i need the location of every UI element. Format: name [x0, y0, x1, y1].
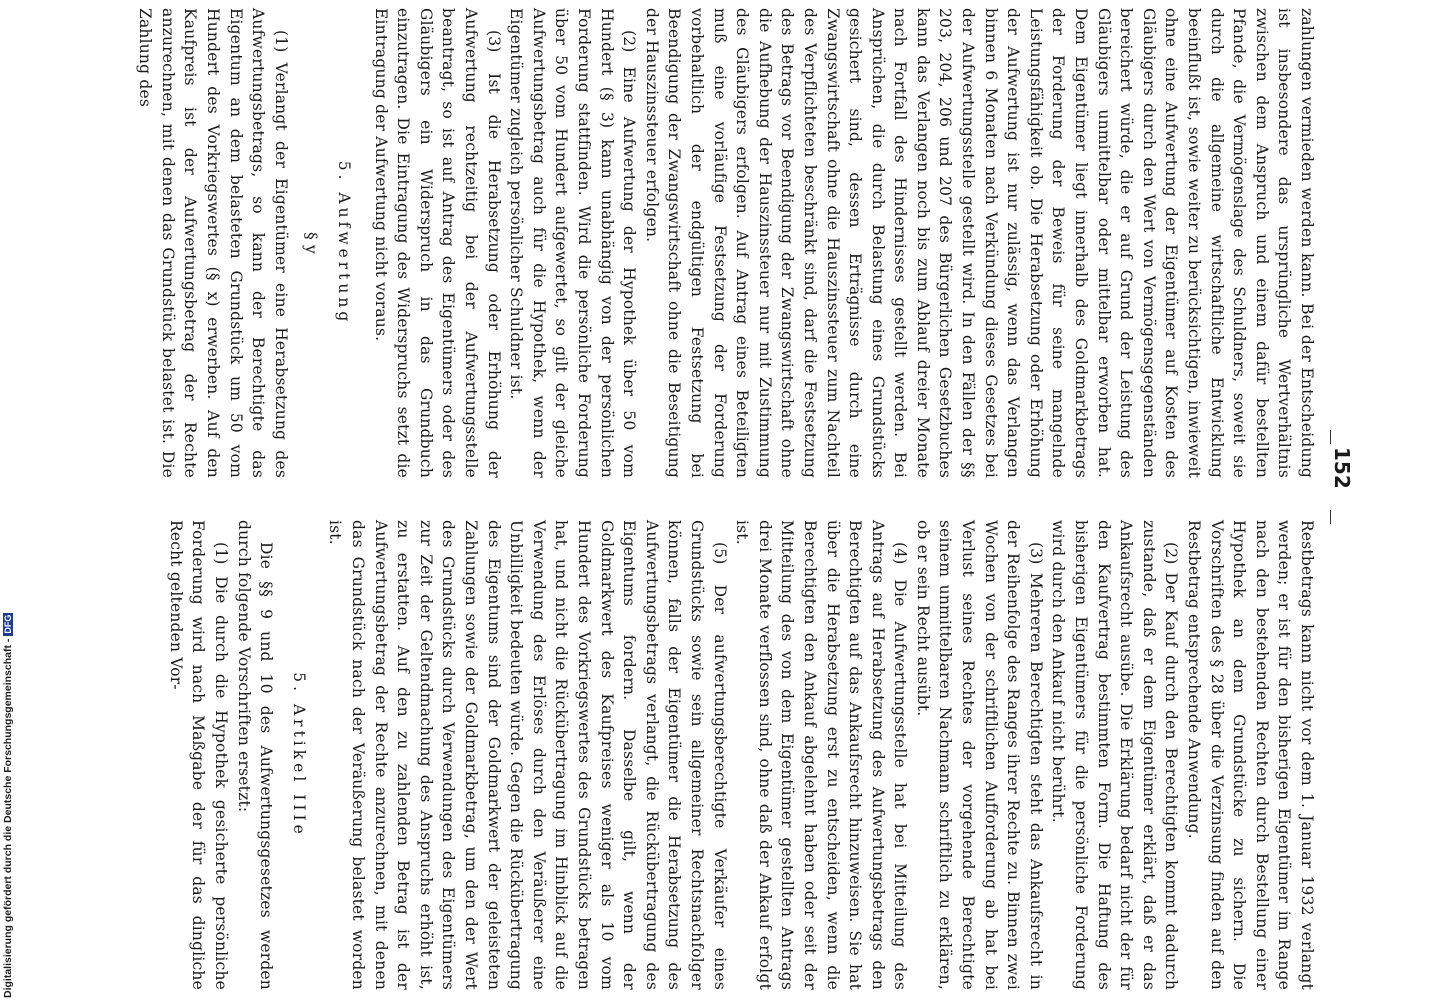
header-rule-top	[1330, 430, 1331, 444]
page-number: 152	[1330, 447, 1354, 489]
paragraph: zahlungen vermieden werden kann. Bei der Entscheidung ist insbesondere das ursprüngliche Wertverhältnis zwischen dem Anspruch und einem dafür bestellten Pfande, die Vermögenslage des Schuldners, soweit sie durch die allgemeine wirtschaftliche Entwicklung beeinflußt ist, sowie weiter zu berücksichtigen, inwieweit ohne eine Aufwertung der Eigentümer auf Kosten des Gläubigers durch den Wert von Vermögensgegenständen bereichert würde, die er auf Grund der Leistung des Gläubigers unmittelbar oder mittelbar erworben hat. Dem Eigentümer liegt innerhalb des Goldmarkbetrags der Forderung der Beweis für seine mangelnde Leistungsfähigkeit ob. Die Herabsetzung oder Erhöhung der Aufwertung ist nur zulässig, wenn das Verlangen binnen 6 Monaten nach Verkündung dieses Gesetzes bei der Aufwertungsstelle gestellt wird. In den Fällen der §§ 203, 204, 206 und 207 des Bürgerlichen Gesetzbuches kann das Verlangen noch bis zum Ablauf dreier Monate nach Fortfall des Hindernisses gestellt werden. Bei Ansprüchen, die durch Belastung eines Grundstücks gesichert sind, dessen Erträgnisse durch eine Zwangswirtschaft ohne die Hauszinssteuer zum Nachteil des Verpflichteten beschränkt sind, darf die Festsetzung des Betrags vor Beendigung der Zwangswirtschaft ohne die Aufhebung der Hauszinssteuer nur mit Zustimmung des Gläubigers erfolgen. Auf Antrag eines Beteiligten muß eine vorläufige Festsetzung der Forderung vorbehaltlich der endgültigen Festsetzung bei Beendigung der Zwangswirtschaft ohne die Beseitigung der Hauszinssteuer erfolgen.	[642, 8, 1316, 478]
paragraph: (3) Ist die Herabsetzung oder Erhöhung der Aufwertung rechtzeitig bei der Aufwertungsstelle beantragt, so ist auf Antrag des Eigentümers oder des Gläubigers ein Widerspruch in das Grundbuch einzutragen. Die Eintragung des Widerspruchs setzt die Eintragung der Aufwertung nicht voraus.	[371, 8, 503, 478]
text-column-first	[136, 8, 1318, 478]
footer-credit: Digitalisierung gefördert durch die Deutsche Forschungsgemeinschaft -	[2, 638, 14, 998]
paragraph-sign: § y	[302, 231, 321, 255]
footer-text	[2, 613, 14, 998]
dfg-logo: DFG	[3, 614, 13, 634]
paragraph: (2) Der Kauf durch den Berechtigten kommt dadurch zustande, daß er dem Eigentümer erklärt, daß er das Ankaufsrecht ausübe. Die Erklärung bedarf nicht der für den Kaufvertrag bestimmten Form. Die Haftung des bisherigen Eigentümers für die persönliche Forderung wird durch den Ankauf nicht berührt.	[1049, 520, 1181, 990]
text-column-second	[158, 520, 1318, 990]
paragraph: Die §§ 9 und 10 des Aufwertungsgesetzes werden durch folgende Vorschriften ersetzt:	[234, 520, 276, 990]
section-heading: 5. Artikel IIIe	[289, 672, 308, 838]
section-heading: 5. Aufwertung	[335, 160, 354, 326]
paragraph: (3) Mehreren Berechtigten steht das Ankaufsrecht in der Reihenfolge des Ranges ihrer Rechte zu. Binnen zwei Wochen von der schriftlichen Aufforderung ab hat bei Verlust seines Rechtes der vorgehende Berechtigte seinem unmittelbaren Nachmann schriftlich zu erklären, ob er sein Recht ausübt.	[913, 520, 1045, 990]
paragraph: (4) Die Aufwertungsstelle hat bei Mitteilung des Antrags auf Herabsetzung des Aufwertungsbetrags den Berechtigten auf das Ankaufsrecht hinzuweisen. Sie hat über die Herabsetzung erst zu entscheiden, wenn die Berechtigten den Ankauf abgelehnt haben oder seit der Mitteilung des von dem Eigentümer gestellten Antrags drei Monate verflossen sind, ohne daß der Ankauf erfolgt ist.	[733, 520, 910, 990]
paragraph: Restbetrags kann nicht vor dem 1. Januar 1932 verlangt werden; er ist für den bisherigen Eigentümer im Range nach den bestehenden Rechten durch Bestellung einer Hypothek an dem Grundstücke zu sichern. Die Vorschriften des § 28 über die Verzinsung finden auf den Restbetrag entsprechende Anwendung.	[1185, 520, 1316, 990]
paragraph: (1) Verlangt der Eigentümer eine Herabsetzung des Aufwertungsbetrags, so kann der Berechtigte das Eigentum an dem belasteten Grundstück um 50 vom Hundert des Vorkriegswertes (§ x) erwerben. Auf den Kaufpreis ist der Aufwertungsbetrag der Rechte anzurechnen, mit denen das Grundstück belastet ist. Die Zahlung des	[136, 8, 290, 478]
paragraph: (5) Der aufwertungsberechtigte Verkäufer eines Grundstücks sowie sein allgemeiner Rechtsnachfolger können, falls der Eigentümer die Herabsetzung des Aufwertungsbetrags verlangt, die Rückübertragung des Eigentums fordern. Dasselbe gilt, wenn der Goldmarkwert des Kaufpreises weniger als 10 vom Hundert des Vorkriegswertes des Grundstücks betragen hat, und nicht die Rückübertragung im Hinblick auf die Verwendung des Erlöses durch den Veräußerer eine Unbilligkeit bedeuten würde. Gegen die Rückübertragung des Eigentums sind der Goldmarkwert der geleisteten Zahlungen sowie der Goldmarkbetrag, um den der Wert des Grundstücks durch Verwendungen des Eigentümers zur Zeit der Geltendmachung des Anspruchs erhöht ist, zu erstatten. Auf den zu zahlenden Betrag ist der Aufwertungsbetrag der Rechte anzurechnen, mit denen das Grundstück nach der Veräußerung belastet worden ist.	[326, 520, 729, 990]
paragraph: (1) Die durch die Hypothek gesicherte persönliche Forderung wird nach Maßgabe der für das dingliche Recht geltenden Vor-	[166, 520, 231, 990]
paragraph: (2) Eine Aufwertung der Hypothek über 50 vom Hundert (§ 3) kann unabhängig von der persönlichen Forderung stattfinden. Wird die persönliche Forderung über 50 vom Hundert aufgewertet, so gilt der gleiche Aufwertungsbetrag auch für die Hypothek, wenn der Eigentümer zugleich persönlicher Schuldner ist.	[507, 8, 639, 478]
footer	[0, 600, 20, 1000]
header-rule-bottom	[1330, 510, 1331, 524]
